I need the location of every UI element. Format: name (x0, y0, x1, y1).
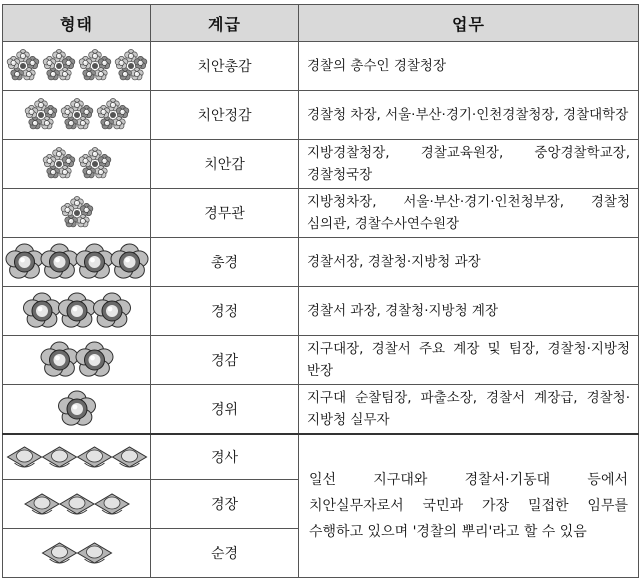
insignia-cell (3, 529, 151, 578)
bud-emblem (112, 447, 146, 467)
cluster-emblem (43, 147, 75, 177)
four-bud-icon (5, 438, 149, 476)
cluster-emblem (61, 196, 93, 226)
cluster-emblem (43, 49, 75, 79)
insignia-cell (3, 287, 151, 336)
duty-text: 지방경찰청장, 경찰교육원장, 중앙경찰학교장, 경찰청국장 (299, 140, 639, 189)
rank-name: 총경 (151, 238, 299, 287)
flower-emblem (40, 342, 77, 376)
cluster-emblem (7, 49, 39, 79)
rank-row (3, 189, 639, 238)
header-shape: 형태 (3, 5, 151, 42)
cluster-emblem (79, 49, 111, 79)
insignia-cell (3, 91, 151, 140)
insignia-cell (3, 189, 151, 238)
duty-text: 경찰서 과장, 경찰청·지방청 계장 (299, 287, 639, 336)
bud-emblem (42, 543, 76, 563)
rank-name: 경감 (151, 336, 299, 385)
header-duty: 업무 (299, 5, 639, 42)
shared-duty-text: 일선 지구대와 경찰서·기동대 등에서 치안실무자로서 국민과 가장 밀접한 임무를 수행하고 있으며 '경찰의 뿌리'라고 할 수 있음 (299, 434, 639, 578)
duty-text: 지방청차장, 서울·부산·경기·인천청부장, 경찰청 심의관, 경찰수사연수원장 (299, 189, 639, 238)
duty-text: 경찰서장, 경찰청·지방청 과장 (299, 238, 639, 287)
flower-emblem (5, 244, 42, 278)
two-mugunghwa-clusters-icon (5, 142, 149, 186)
bud-emblem (60, 494, 94, 514)
four-mugunghwa-clusters-icon (5, 44, 149, 88)
insignia-cell (3, 238, 151, 287)
rank-row (3, 91, 639, 140)
rank-name: 치안감 (151, 140, 299, 189)
rank-row (3, 385, 639, 435)
cluster-emblem (79, 147, 111, 177)
duty-text: 경찰청 차장, 서울·부산·경기·인천경찰청장, 경찰대학장 (299, 91, 639, 140)
insignia-cell (3, 140, 151, 189)
rank-row (3, 42, 639, 91)
insignia-cell (3, 385, 151, 435)
two-mugunghwa-icon (5, 338, 149, 382)
rank-row (3, 434, 639, 480)
insignia-cell (3, 336, 151, 385)
rank-name: 경정 (151, 287, 299, 336)
rank-name: 치안정감 (151, 91, 299, 140)
bud-emblem (42, 447, 76, 467)
flower-emblem (58, 293, 95, 327)
three-mugunghwa-clusters-icon (5, 93, 149, 137)
bud-emblem (25, 494, 59, 514)
cluster-emblem (25, 98, 57, 128)
rank-name: 치안총감 (151, 42, 299, 91)
rank-row (3, 287, 639, 336)
flower-emblem (110, 244, 147, 278)
rank-name: 순경 (151, 529, 299, 578)
bud-emblem (77, 543, 111, 563)
bud-emblem (77, 447, 111, 467)
rank-row (3, 336, 639, 385)
three-bud-icon (5, 485, 149, 523)
cluster-emblem (61, 98, 93, 128)
duty-text: 지구대장, 경찰서 주요 계장 및 팀장, 경찰청·지방청 반장 (299, 336, 639, 385)
cluster-emblem (97, 98, 129, 128)
duty-text: 경찰의 총수인 경찰청장 (299, 42, 639, 91)
rank-name: 경장 (151, 480, 299, 529)
rank-name: 경무관 (151, 189, 299, 238)
flower-emblem (93, 293, 130, 327)
flower-emblem (75, 244, 112, 278)
one-mugunghwa-cluster-icon (5, 191, 149, 235)
bud-emblem (7, 447, 41, 467)
four-mugunghwa-icon (5, 240, 149, 284)
one-mugunghwa-icon (5, 387, 149, 431)
insignia-cell (3, 480, 151, 529)
insignia-cell (3, 42, 151, 91)
rank-name: 경사 (151, 434, 299, 480)
flower-emblem (23, 293, 60, 327)
bud-emblem (95, 494, 129, 514)
two-bud-icon (5, 534, 149, 572)
flower-emblem (40, 244, 77, 278)
flower-emblem (75, 342, 112, 376)
rank-row (3, 238, 639, 287)
police-rank-table (2, 4, 639, 578)
flower-emblem (58, 391, 95, 425)
rank-name: 경위 (151, 385, 299, 435)
insignia-cell (3, 434, 151, 480)
cluster-emblem (115, 49, 147, 79)
duty-text: 지구대 순찰팀장, 파출소장, 경찰서 계장급, 경찰청·지방청 실무자 (299, 385, 639, 435)
rank-row (3, 140, 639, 189)
header-rank: 계급 (151, 5, 299, 42)
header-row (3, 5, 639, 42)
three-mugunghwa-icon (5, 289, 149, 333)
